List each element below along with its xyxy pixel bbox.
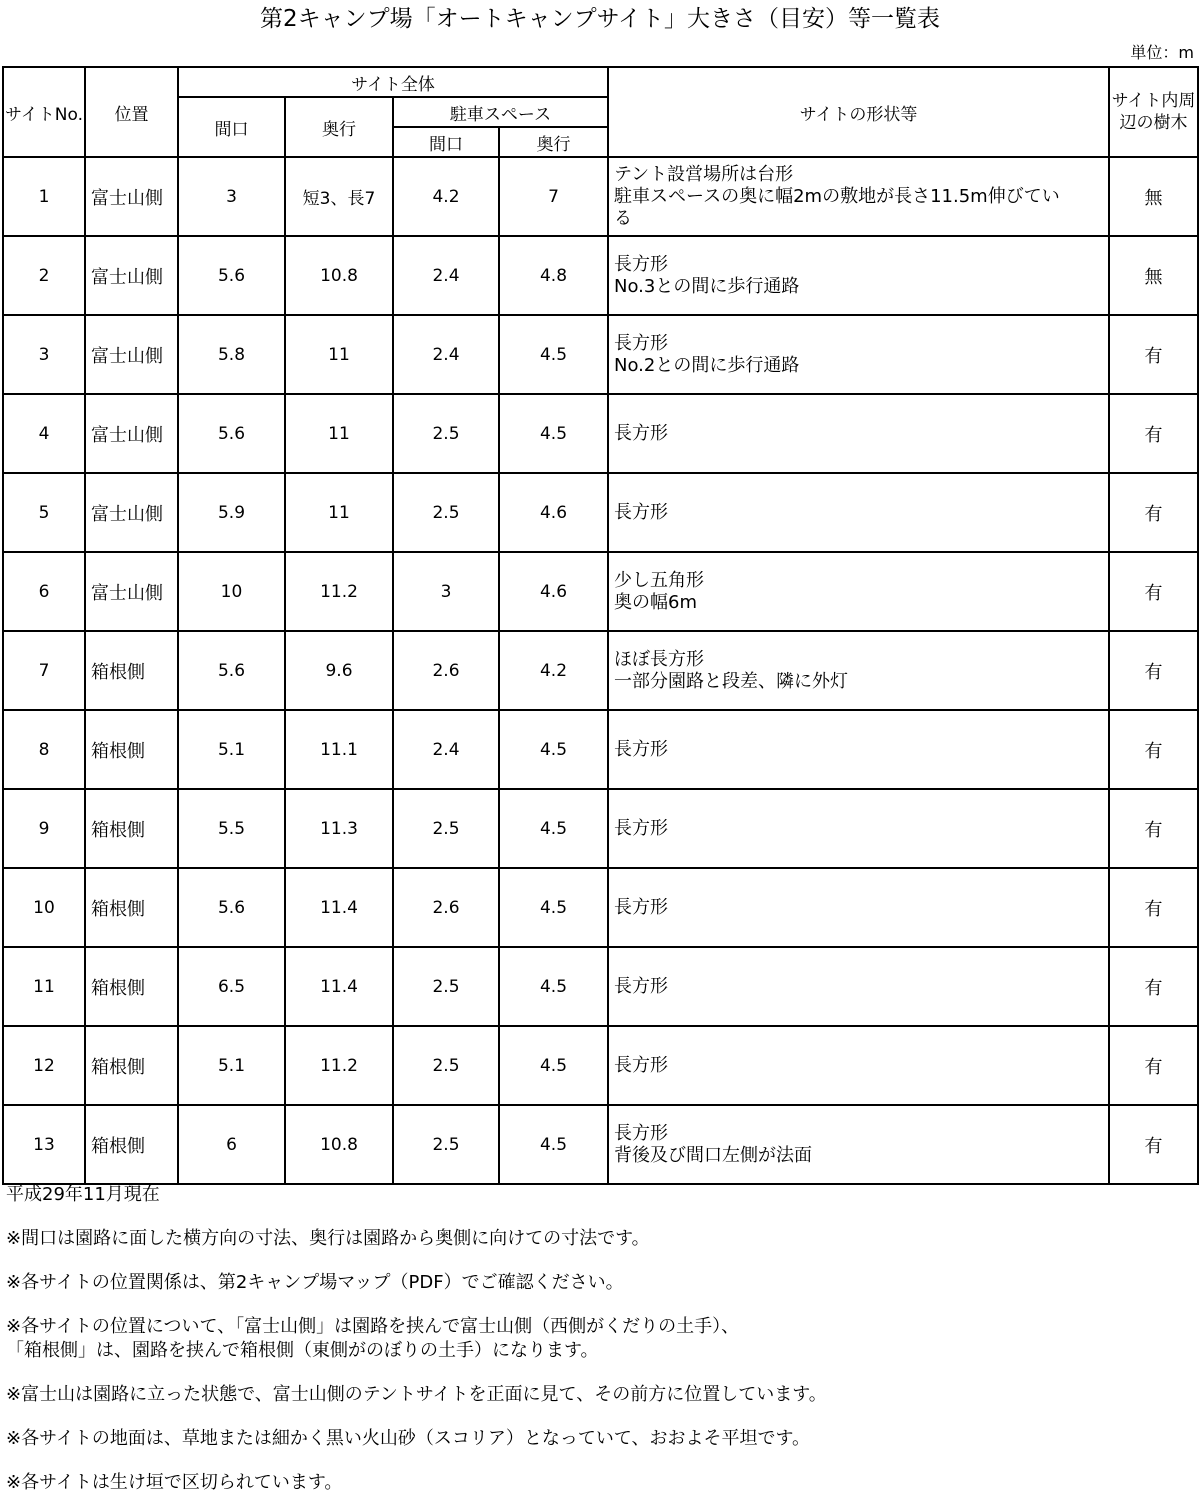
note-line: ※間口は園路に面した横方向の寸法、奥行は園路から奥側に向けての寸法です。 — [6, 1228, 650, 1249]
header-site-no: サイトNo. — [3, 67, 85, 157]
frontage-cell: 5.6 — [178, 868, 285, 947]
parking-frontage-cell: 2.5 — [393, 1105, 499, 1184]
depth-cell: 11.4 — [285, 868, 393, 947]
trees-cell: 有 — [1109, 947, 1198, 1026]
site-no-cell: 5 — [3, 473, 85, 552]
parking-depth-cell: 4.6 — [499, 473, 608, 552]
depth-cell: 9.6 — [285, 631, 393, 710]
header-frontage: 間口 — [178, 97, 285, 157]
frontage-cell: 3 — [178, 157, 285, 236]
note-item — [6, 1271, 1191, 1295]
parking-frontage-cell: 2.5 — [393, 789, 499, 868]
parking-frontage-cell: 2.6 — [393, 631, 499, 710]
shape-line: 長方形 — [614, 896, 668, 918]
depth-cell: 11.4 — [285, 947, 393, 1026]
shape-cell — [608, 157, 1109, 236]
table-row — [3, 710, 1198, 789]
table-row — [3, 1026, 1198, 1105]
depth-cell: 11.2 — [285, 552, 393, 631]
shape-cell — [608, 394, 1109, 473]
shape-cell — [608, 868, 1109, 947]
location-cell: 箱根側 — [85, 1105, 178, 1184]
header-trees-text: サイト内周辺の樹木 — [1111, 91, 1196, 133]
shape-cell — [608, 947, 1109, 1026]
depth-cell: 10.8 — [285, 236, 393, 315]
location-cell: 箱根側 — [85, 710, 178, 789]
parking-depth-cell: 4.8 — [499, 236, 608, 315]
shape-line: 長方形 — [614, 1054, 668, 1076]
shape-line: る — [614, 207, 632, 229]
parking-depth-cell: 4.5 — [499, 868, 608, 947]
parking-frontage-cell: 4.2 — [393, 157, 499, 236]
parking-frontage-cell: 2.4 — [393, 315, 499, 394]
shape-cell — [608, 710, 1109, 789]
table-row — [3, 947, 1198, 1026]
parking-frontage-cell: 2.4 — [393, 236, 499, 315]
location-cell: 富士山側 — [85, 394, 178, 473]
depth-cell: 11 — [285, 315, 393, 394]
trees-cell: 有 — [1109, 315, 1198, 394]
depth-cell: 11.2 — [285, 1026, 393, 1105]
frontage-cell: 6.5 — [178, 947, 285, 1026]
trees-cell: 有 — [1109, 552, 1198, 631]
shape-line: 長方形 — [614, 253, 668, 275]
parking-frontage-cell: 2.4 — [393, 710, 499, 789]
parking-depth-cell: 4.5 — [499, 1026, 608, 1105]
trees-cell: 有 — [1109, 868, 1198, 947]
site-no-cell: 10 — [3, 868, 85, 947]
note-line: ※各サイトの位置関係は、第2キャンプ場マップ（PDF）でご確認ください。 — [6, 1272, 624, 1293]
unit-label: 単位：m — [1130, 43, 1194, 62]
header-shape: サイトの形状等 — [608, 67, 1109, 157]
table-row — [3, 473, 1198, 552]
table-row — [3, 157, 1198, 236]
shape-cell — [608, 552, 1109, 631]
note-item — [6, 1383, 1191, 1407]
parking-depth-cell: 7 — [499, 157, 608, 236]
parking-depth-cell: 4.6 — [499, 552, 608, 631]
parking-depth-cell: 4.5 — [499, 315, 608, 394]
trees-cell: 有 — [1109, 1105, 1198, 1184]
shape-line: No.2との間に歩行通路 — [614, 354, 800, 376]
trees-cell: 有 — [1109, 710, 1198, 789]
shape-cell — [608, 631, 1109, 710]
parking-frontage-cell: 2.6 — [393, 868, 499, 947]
notes-section — [6, 1183, 1191, 1495]
as-of-date: 平成29年11月現在 — [6, 1184, 160, 1205]
shape-cell — [608, 236, 1109, 315]
parking-depth-cell: 4.5 — [499, 1105, 608, 1184]
trees-cell: 有 — [1109, 631, 1198, 710]
site-no-cell: 1 — [3, 157, 85, 236]
header-parking: 駐車スペース — [393, 97, 608, 127]
parking-frontage-cell: 2.5 — [393, 394, 499, 473]
shape-line: 長方形 — [614, 332, 668, 354]
frontage-cell: 10 — [178, 552, 285, 631]
header-parking-frontage: 間口 — [393, 127, 499, 157]
table-row — [3, 789, 1198, 868]
shape-line: 長方形 — [614, 817, 668, 839]
note-line: ※各サイトは生け垣で区切られています。 — [6, 1472, 343, 1493]
depth-cell: 11 — [285, 394, 393, 473]
site-no-cell: 2 — [3, 236, 85, 315]
parking-frontage-cell: 3 — [393, 552, 499, 631]
shape-line: ほぼ長方形 — [614, 648, 704, 670]
frontage-cell: 5.6 — [178, 236, 285, 315]
note-item — [6, 1427, 1191, 1451]
shape-cell — [608, 1105, 1109, 1184]
note-line: ※富士山は園路に立った状態で、富士山側のテントサイトを正面に見て、その前方に位置しています。 — [6, 1384, 827, 1405]
trees-cell: 有 — [1109, 473, 1198, 552]
header-parking-depth: 奥行 — [499, 127, 608, 157]
shape-cell — [608, 473, 1109, 552]
parking-depth-cell: 4.2 — [499, 631, 608, 710]
location-cell: 富士山側 — [85, 552, 178, 631]
note-line: ※各サイトの位置について、「富士山側」は園路を挟んで富士山側（西側がくだりの土手）、 — [6, 1316, 740, 1337]
shape-line: テント設営場所は台形 — [614, 163, 794, 185]
shape-line: 少し五角形 — [614, 569, 704, 591]
location-cell: 富士山側 — [85, 473, 178, 552]
trees-cell: 有 — [1109, 394, 1198, 473]
depth-cell: 短3、長7 — [285, 157, 393, 236]
shape-cell — [608, 315, 1109, 394]
header-site-whole: サイト全体 — [178, 67, 608, 97]
frontage-cell: 5.6 — [178, 631, 285, 710]
parking-depth-cell: 4.5 — [499, 394, 608, 473]
table-row — [3, 631, 1198, 710]
parking-depth-cell: 4.5 — [499, 789, 608, 868]
notes-list — [6, 1227, 1191, 1495]
shape-line: 一部分園路と段差、隣に外灯 — [614, 670, 848, 692]
table-row — [3, 394, 1198, 473]
note-item — [6, 1227, 1191, 1251]
table-body — [3, 157, 1198, 1184]
header-trees — [1109, 67, 1198, 157]
site-table — [2, 66, 1199, 1185]
site-no-cell: 4 — [3, 394, 85, 473]
trees-cell: 無 — [1109, 157, 1198, 236]
table-row — [3, 315, 1198, 394]
shape-cell — [608, 1026, 1109, 1105]
parking-depth-cell: 4.5 — [499, 710, 608, 789]
location-cell: 箱根側 — [85, 947, 178, 1026]
parking-frontage-cell: 2.5 — [393, 473, 499, 552]
site-no-cell: 8 — [3, 710, 85, 789]
depth-cell: 10.8 — [285, 1105, 393, 1184]
site-no-cell: 13 — [3, 1105, 85, 1184]
note-item — [6, 1315, 1191, 1363]
note-line: 「箱根側」は、園路を挟んで箱根側（東側がのぼりの土手）になります。 — [6, 1340, 599, 1361]
shape-line: 背後及び間口左側が法面 — [614, 1144, 812, 1166]
depth-cell: 11 — [285, 473, 393, 552]
location-cell: 富士山側 — [85, 157, 178, 236]
trees-cell: 無 — [1109, 236, 1198, 315]
depth-cell: 11.3 — [285, 789, 393, 868]
shape-cell — [608, 789, 1109, 868]
frontage-cell: 6 — [178, 1105, 285, 1184]
shape-line: 長方形 — [614, 738, 668, 760]
trees-cell: 有 — [1109, 1026, 1198, 1105]
frontage-cell: 5.5 — [178, 789, 285, 868]
note-item — [6, 1471, 1191, 1495]
site-no-cell: 6 — [3, 552, 85, 631]
location-cell: 箱根側 — [85, 1026, 178, 1105]
site-no-cell: 7 — [3, 631, 85, 710]
parking-frontage-cell: 2.5 — [393, 1026, 499, 1105]
parking-frontage-cell: 2.5 — [393, 947, 499, 1026]
shape-line: 長方形 — [614, 1122, 668, 1144]
location-cell: 箱根側 — [85, 868, 178, 947]
table-row — [3, 236, 1198, 315]
location-cell: 富士山側 — [85, 315, 178, 394]
shape-line: No.3との間に歩行通路 — [614, 275, 800, 297]
frontage-cell: 5.1 — [178, 1026, 285, 1105]
shape-line: 奥の幅6m — [614, 591, 697, 613]
site-no-cell: 11 — [3, 947, 85, 1026]
shape-line: 駐車スペースの奥に幅2mの敷地が長さ11.5m伸びてい — [614, 185, 1060, 207]
table-row — [3, 1105, 1198, 1184]
frontage-cell: 5.8 — [178, 315, 285, 394]
location-cell: 富士山側 — [85, 236, 178, 315]
frontage-cell: 5.9 — [178, 473, 285, 552]
trees-cell: 有 — [1109, 789, 1198, 868]
depth-cell: 11.1 — [285, 710, 393, 789]
site-no-cell: 9 — [3, 789, 85, 868]
note-line: ※各サイトの地面は、草地または細かく黒い火山砂（スコリア）となっていて、おおよそ平坦です。 — [6, 1428, 811, 1449]
location-cell: 箱根側 — [85, 789, 178, 868]
frontage-cell: 5.1 — [178, 710, 285, 789]
table-row — [3, 868, 1198, 947]
table-row — [3, 552, 1198, 631]
page-title: 第2キャンプ場「オートキャンプサイト」大きさ（目安）等一覧表 — [259, 6, 941, 32]
site-no-cell: 12 — [3, 1026, 85, 1105]
header-depth: 奥行 — [285, 97, 393, 157]
site-no-cell: 3 — [3, 315, 85, 394]
frontage-cell: 5.6 — [178, 394, 285, 473]
shape-line: 長方形 — [614, 501, 668, 523]
header-location: 位置 — [85, 67, 178, 157]
shape-line: 長方形 — [614, 422, 668, 444]
parking-depth-cell: 4.5 — [499, 947, 608, 1026]
shape-line: 長方形 — [614, 975, 668, 997]
location-cell: 箱根側 — [85, 631, 178, 710]
